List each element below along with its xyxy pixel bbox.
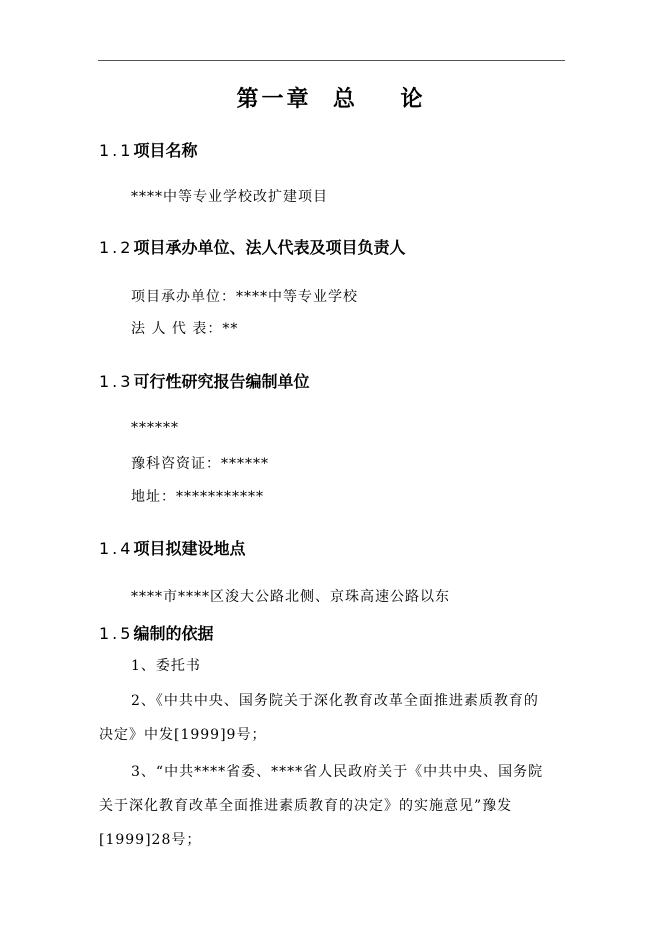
qualification-line: 豫科咨资证：****** [131,456,269,472]
section-number: 1.5 [99,624,134,643]
basis-item-2-continued: 决定》中发[1999]9号； [99,727,267,743]
section-number: 1.3 [99,372,134,391]
section-heading-1-2 [99,235,405,258]
section-title: 编制的依据 [133,624,214,643]
legal-representative-line: 法 人 代 表：** [131,321,239,337]
section-title: 项目拟建设地点 [133,539,246,558]
project-name-line: ****中等专业学校改扩建项目 [131,189,328,205]
address-line: 地址：*********** [131,489,264,505]
section-title: 项目承办单位、法人代表及项目负责人 [133,238,406,257]
undertaking-unit-line: 项目承办单位：****中等专业学校 [131,289,358,305]
basis-item-1: 1、委托书 [131,658,201,674]
basis-item-3: 3、“中共****省委、****省人民政府关于《中共中央、国务院 [131,764,544,780]
section-title: 可行性研究报告编制单位 [133,372,310,391]
section-heading-1-4 [99,536,245,559]
chapter-title: 第一章 总 论 [236,87,426,112]
section-heading-1-5 [99,621,213,644]
compiler-name-line: ****** [131,420,179,436]
header-rule [98,60,565,61]
basis-item-3-continued-2: [1999]28号； [99,832,202,848]
section-number: 1.4 [99,539,134,558]
site-location-line: ****市****区浚大公路北侧、京珠高速公路以东 [131,589,450,605]
section-heading-1-3 [99,369,309,392]
section-number: 1.2 [99,238,134,257]
section-heading-1-1 [99,138,197,161]
basis-item-3-continued: 关于深化教育改革全面推进素质教育的决定》的实施意见”豫发 [99,798,513,814]
section-title: 项目名称 [133,141,198,160]
basis-item-2: 2、《中共中央、国务院关于深化教育改革全面推进素质教育的 [131,693,539,709]
section-number: 1.1 [99,141,134,160]
